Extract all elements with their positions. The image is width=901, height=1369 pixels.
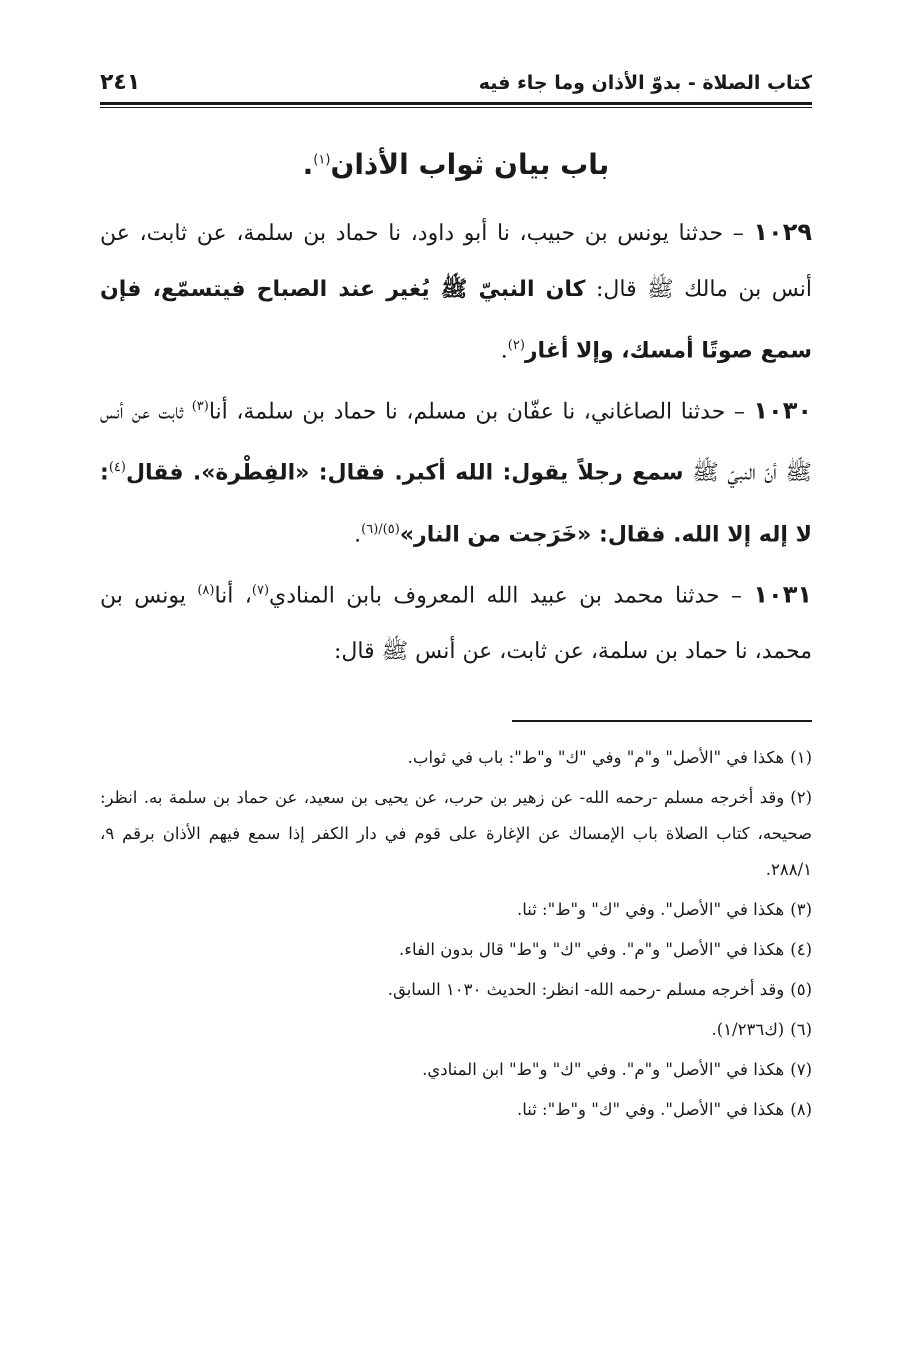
footnote-ref: (١)	[313, 152, 331, 168]
hadith-dash: –	[731, 583, 743, 609]
hadith-text: يونس بن محمد، نا حماد بن سلمة، عن ثابت، عن أنس ﷺ قال:	[100, 583, 812, 665]
footnotes	[100, 740, 812, 1128]
footnote-text: هكذا في "الأصل" و"م". وفي "ك" و"ط" ابن المنادي.	[422, 1060, 785, 1080]
hadith-text: .	[354, 521, 362, 547]
footnote-7	[100, 1052, 812, 1088]
footnote-text: هكذا في "الأصل" و"م" وفي "ك" و"ط": باب في ثواب.	[407, 748, 785, 768]
footnote-number: (١)	[790, 748, 812, 768]
chapter-title	[100, 148, 812, 182]
hadith-number: ١٠٣٠	[753, 396, 812, 425]
hadith-1031	[100, 563, 812, 680]
hadith-matn: كان النبيّ ﷺ يُغير عند الصباح فيتسمّع، فإن سمع صوتًا أمسك، وإلا أغار	[100, 276, 812, 363]
running-header	[100, 68, 812, 102]
footnote-3	[100, 892, 812, 928]
hadith-number: ١٠٣١	[753, 580, 812, 609]
page-number: ٢٤١	[100, 70, 141, 95]
header-rule-thin	[100, 107, 812, 108]
hadith-number: ١٠٢٩	[753, 217, 812, 246]
chapter-title-text: باب بيان ثواب الأذان	[330, 148, 610, 181]
footnote-2	[100, 780, 812, 888]
book-page	[100, 68, 812, 1132]
footnote-4	[100, 932, 812, 968]
footnote-separator	[512, 720, 812, 722]
footnote-ref: (٧)	[251, 582, 270, 598]
footnote-ref: (٣)	[191, 398, 209, 414]
hadith-dash: –	[733, 399, 745, 425]
chapter-title-end: .	[302, 148, 314, 181]
hadith-1029	[100, 204, 812, 379]
footnote-number: (٣)	[790, 900, 812, 920]
footnote-text: هكذا في "الأصل" و"م". وفي "ك" و"ط" قال بدون الفاء.	[399, 940, 785, 960]
footnote-number: (٦)	[790, 1020, 812, 1040]
footnote-number: (٤)	[790, 940, 812, 960]
footnote-text: وقد أخرجه مسلم -رحمه الله- عن زهير بن حرب، عن يحيى بن سعيد، عن حماد بن سلمة به. انظر: صحيحه، كتاب الصلاة باب الإمساك عن الإغارة على قوم في دار الكفر إذا سمع فيهم الأذان برقم ٩، ٢٨٨/١.	[100, 788, 812, 880]
footnote-number: (٥)	[790, 980, 812, 1000]
hadith-matn: : لا إله إلا الله. فقال: «خَرَجت من النار»	[100, 460, 812, 547]
footnote-ref: (٤)	[108, 460, 126, 476]
footnote-ref: (٨)	[197, 582, 215, 598]
footnote-ref: (٥)/(٦)	[361, 521, 400, 537]
hadith-dash: –	[732, 220, 744, 246]
footnote-text: (ك١/٢٣٦).	[711, 1020, 785, 1040]
footnote-1	[100, 740, 812, 776]
footnote-6	[100, 1012, 812, 1048]
footnote-text: هكذا في "الأصل". وفي "ك" و"ط": ثنا.	[516, 1100, 785, 1120]
header-rule-thick	[100, 102, 812, 105]
hadith-text: .	[500, 337, 508, 363]
footnote-number: (٧)	[790, 1060, 812, 1080]
hadith-1030	[100, 379, 812, 563]
footnote-5	[100, 972, 812, 1008]
hadith-text: حدثنا الصاغاني، نا عفّان بن مسلم، نا حماد بن سلمة، أنا	[208, 399, 734, 425]
footnote-text: وقد أخرجه مسلم -رحمه الله- انظر: الحديث ١٠٣٠ السابق.	[387, 980, 785, 1000]
running-title: كتاب الصلاة - بدوّ الأذان وما جاء فيه	[478, 72, 812, 94]
hadith-matn: سمع رجلاً يقول: الله أكبر. فقال: «الفِطْرة». فقال	[125, 460, 684, 486]
footnote-number: (٨)	[790, 1100, 812, 1120]
hadith-text: ثابت عن أنس ﷺ أنّ النبيّ ﷺ	[100, 399, 812, 486]
hadith-text: حدثنا يونس بن حبيب، نا أبو داود، نا حماد بن سلمة، عن ثابت، عن أنس بن مالك ﷺ قال:	[100, 220, 813, 302]
footnote-text: هكذا في "الأصل". وفي "ك" و"ط": ثنا.	[516, 900, 785, 920]
footnote-8	[100, 1092, 812, 1128]
hadith-text: ، أنا	[214, 583, 252, 609]
hadith-text: حدثنا محمد بن عبيد الله المعروف بابن المنادي	[269, 583, 732, 609]
footnote-number: (٢)	[790, 788, 812, 808]
footnote-ref: (٢)	[507, 337, 525, 353]
